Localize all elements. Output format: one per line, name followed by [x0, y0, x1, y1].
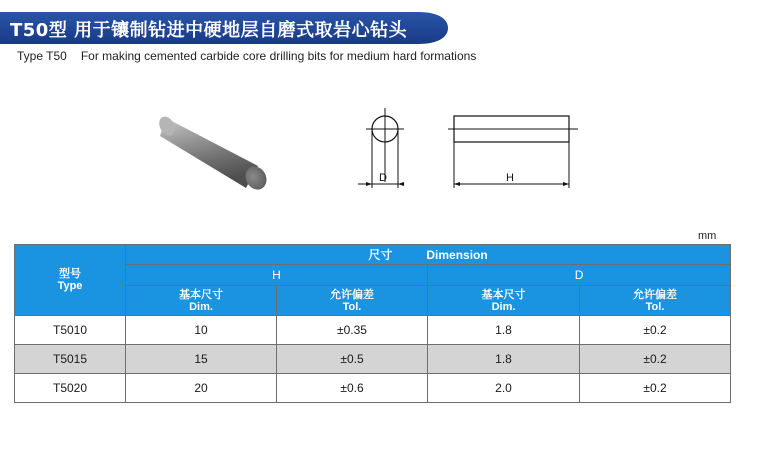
dimension-header-cn: 尺寸 — [368, 248, 393, 262]
row-d-dim: 2.0 — [428, 374, 580, 403]
type-header-en: Type — [57, 280, 83, 292]
type-header — [15, 245, 126, 316]
page-title: T50型 用于镶制钻进中硬地层自磨式取岩心钻头 — [10, 20, 408, 41]
unit-label: mm — [698, 230, 717, 242]
row-h-dim: 20 — [126, 374, 277, 403]
description: For making cemented carbide core drilling bits for medium hard formations — [80, 49, 477, 63]
d-tol-header — [580, 286, 731, 316]
table-row — [15, 345, 731, 374]
row-d-tol: ±0.2 — [580, 316, 731, 345]
front-view-drawing — [446, 104, 580, 190]
h-basic-cn: 基本尺寸 — [179, 288, 223, 301]
h-basic-en: Dim. — [189, 300, 213, 313]
row-type: T5020 — [15, 374, 126, 403]
side-view-drawing — [352, 104, 412, 190]
row-type: T5010 — [15, 316, 126, 345]
front-dim-label: H — [506, 172, 514, 184]
side-dim-label: D — [379, 172, 387, 184]
row-h-dim: 10 — [126, 316, 277, 345]
table-row — [15, 316, 731, 345]
row-h-tol: ±0.6 — [277, 374, 428, 403]
type-header-cn: 型号 — [59, 268, 81, 280]
dimension-header — [126, 245, 731, 265]
row-h-dim: 15 — [126, 345, 277, 374]
type-label: Type T50 — [17, 49, 67, 63]
h-basic-header — [126, 286, 277, 316]
d-tol-cn: 允许偏差 — [633, 288, 678, 301]
title-banner — [0, 12, 448, 44]
rod-illustration — [158, 110, 274, 196]
table-row — [15, 374, 731, 403]
row-d-tol: ±0.2 — [580, 345, 731, 374]
group-h-header: H — [126, 265, 428, 286]
row-h-tol: ±0.5 — [277, 345, 428, 374]
group-d-header: D — [428, 265, 731, 286]
row-d-dim: 1.8 — [428, 316, 580, 345]
h-tol-en: Tol. — [342, 300, 362, 313]
row-h-tol: ±0.35 — [277, 316, 428, 345]
d-basic-header — [428, 286, 580, 316]
h-tol-header — [277, 286, 428, 316]
d-basic-en: Dim. — [491, 300, 516, 313]
subtitle — [17, 49, 476, 63]
row-d-tol: ±0.2 — [580, 374, 731, 403]
d-tol-en: Tol. — [645, 300, 665, 313]
dimension-header-en: Dimension — [426, 248, 488, 262]
d-basic-cn: 基本尺寸 — [481, 288, 526, 301]
h-tol-cn: 允许偏差 — [330, 288, 374, 301]
spec-table — [14, 244, 731, 403]
row-type: T5015 — [15, 345, 126, 374]
row-d-dim: 1.8 — [428, 345, 580, 374]
